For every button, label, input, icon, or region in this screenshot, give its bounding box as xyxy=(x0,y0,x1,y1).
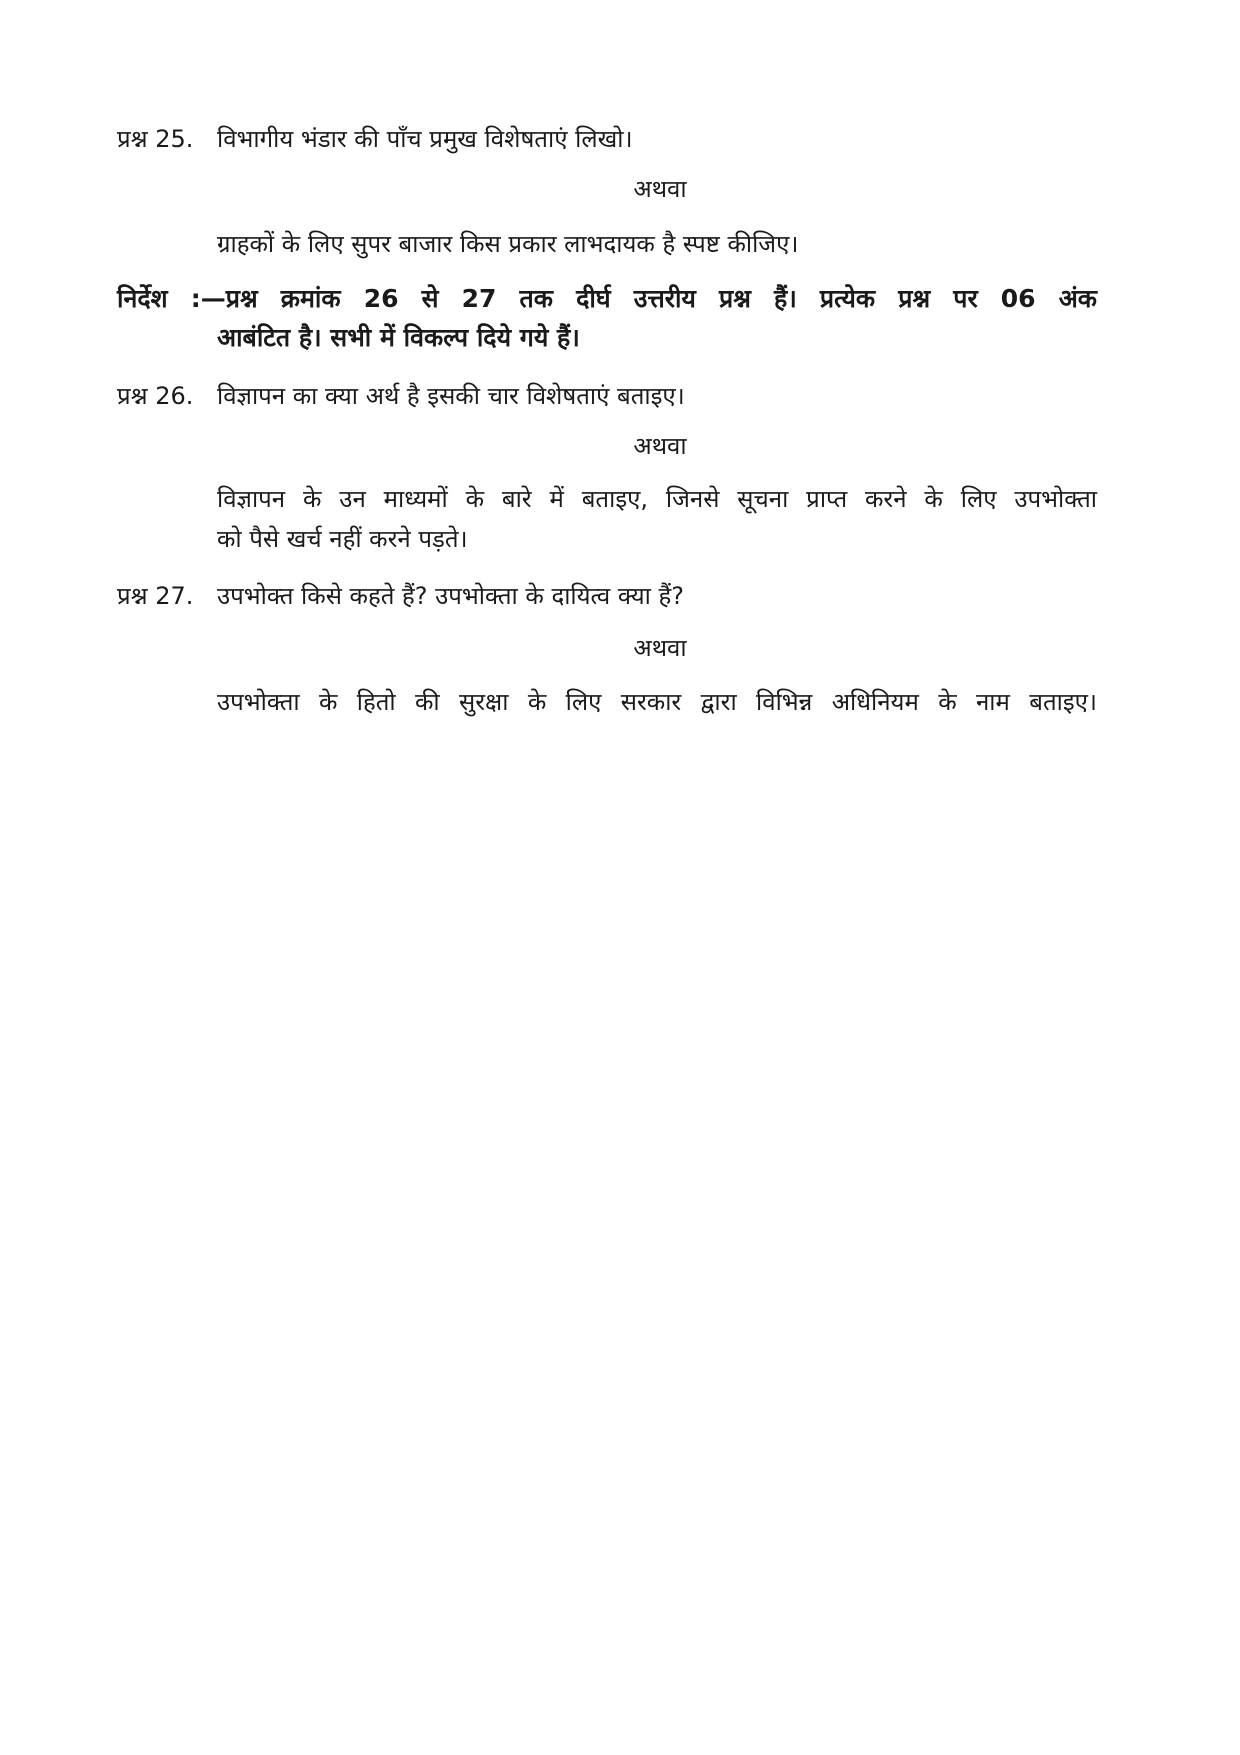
q27-label: प्रश्न 27. xyxy=(117,582,194,610)
q25-alternate: ग्राहकों के लिए सुपर बाजार किस प्रकार लाभदायक है स्पष्ट कीजिए। xyxy=(217,230,799,258)
q26-or: अथवा xyxy=(633,432,687,460)
q26-question: विज्ञापन का क्या अर्थ है इसकी चार विशेषताएं बताइए। xyxy=(217,382,685,410)
q26-alternate-line-1: विज्ञापन के उन माध्यमों के बारे में बताइए, जिनसे सूचना प्राप्त करने के लिए उपभोक्ता xyxy=(217,485,1097,513)
q25-or: अथवा xyxy=(633,175,687,203)
q27-or: अथवा xyxy=(633,634,687,662)
instruction-line-1: निर्देश :—प्रश्न क्रमांक 26 से 27 तक दीर्घ उत्तरीय प्रश्न हैं। प्रत्येक प्रश्न पर 06 अंक xyxy=(117,284,1097,313)
q27-alternate: उपभोक्ता के हितो की सुरक्षा के लिए सरकार द्वारा विभिन्न अधिनियम के नाम बताइए। xyxy=(217,688,1097,716)
q27-question: उपभोक्त किसे कहते हैं? उपभोक्ता के दायित्व क्या हैं? xyxy=(217,582,684,610)
instruction-line-2: आबंटित है। सभी में विकल्प दिये गये हैं। xyxy=(217,323,580,352)
q25-question: विभागीय भंडार की पाँच प्रमुख विशेषताएं लिखो। xyxy=(217,125,633,153)
q25-label: प्रश्न 25. xyxy=(117,125,194,153)
q26-label: प्रश्न 26. xyxy=(117,382,194,410)
q26-alternate-line-2: को पैसे खर्च नहीं करने पड़ते। xyxy=(217,525,468,553)
